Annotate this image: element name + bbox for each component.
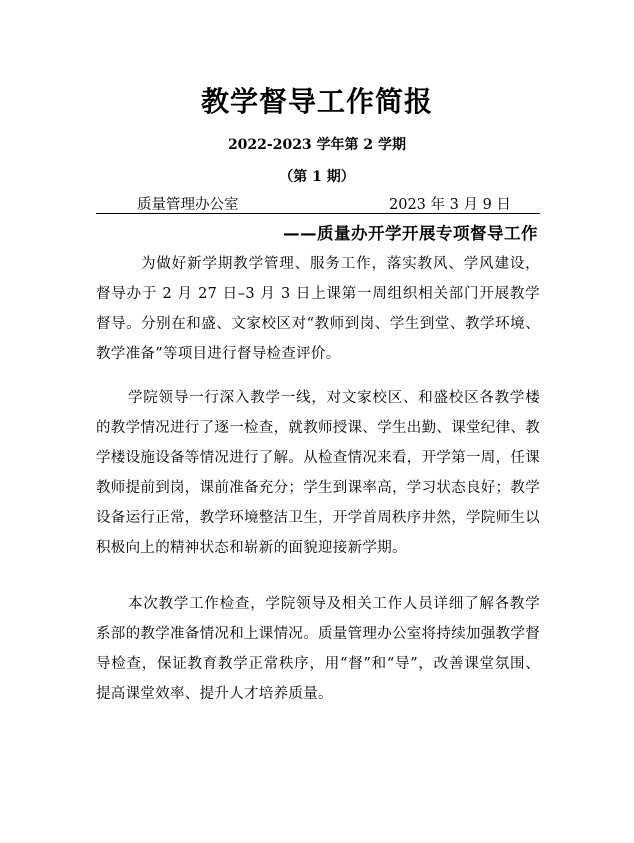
article-subtitle: ——质量办开学开展专项督导工作 [283, 224, 538, 243]
bulletin-term: 2022-2023 学年第 2 学期 [227, 137, 407, 153]
body-paragraph-3: 本次教学工作检查，学院领导及相关工作人员详细了解各教学系部的教学准备情况和上课情况。质量管理办公室将持续加强教学督导检查，保证教育教学正常秩序，用“督”和“导”，改善课堂氛围、提高课堂效率、提升人才培养质量。 [96, 596, 540, 702]
issuing-office: 质量管理办公室 [137, 197, 239, 213]
bulletin-issue-number: （第 1 期） [279, 169, 355, 185]
issue-date: 2023 年 3 月 9 日 [389, 197, 511, 213]
body-paragraph-1: 为做好新学期教学管理、服务工作，落实教风、学风建设，督导办于 2 月 27 日–3 月 3 日上课第一周组织相关部门开展教学督导。分别在和盛、文家校区对“教师到岗、学生到堂、教学环境、教学准备”等项目进行督导检查评价。 [96, 256, 540, 362]
body-paragraph-2: 学院领导一行深入教学一线，对文家校区、和盛校区各教学楼的教学情况进行了逐一检查，就教师授课、学生出勤、课堂纪律、教学楼设施设备等情况进行了解。从检查情况来看，开学第一周，任课教师提前到岗，课前准备充分；学生到课率高，学习状态良好；教学设备运行正常，教学环境整洁卫生，开学首周秩序井然，学院师生以积极向上的精神状态和崭新的面貌迎接新学期。 [96, 390, 540, 556]
header-divider [96, 213, 540, 214]
bulletin-title: 教学督导工作简报 [200, 85, 433, 118]
